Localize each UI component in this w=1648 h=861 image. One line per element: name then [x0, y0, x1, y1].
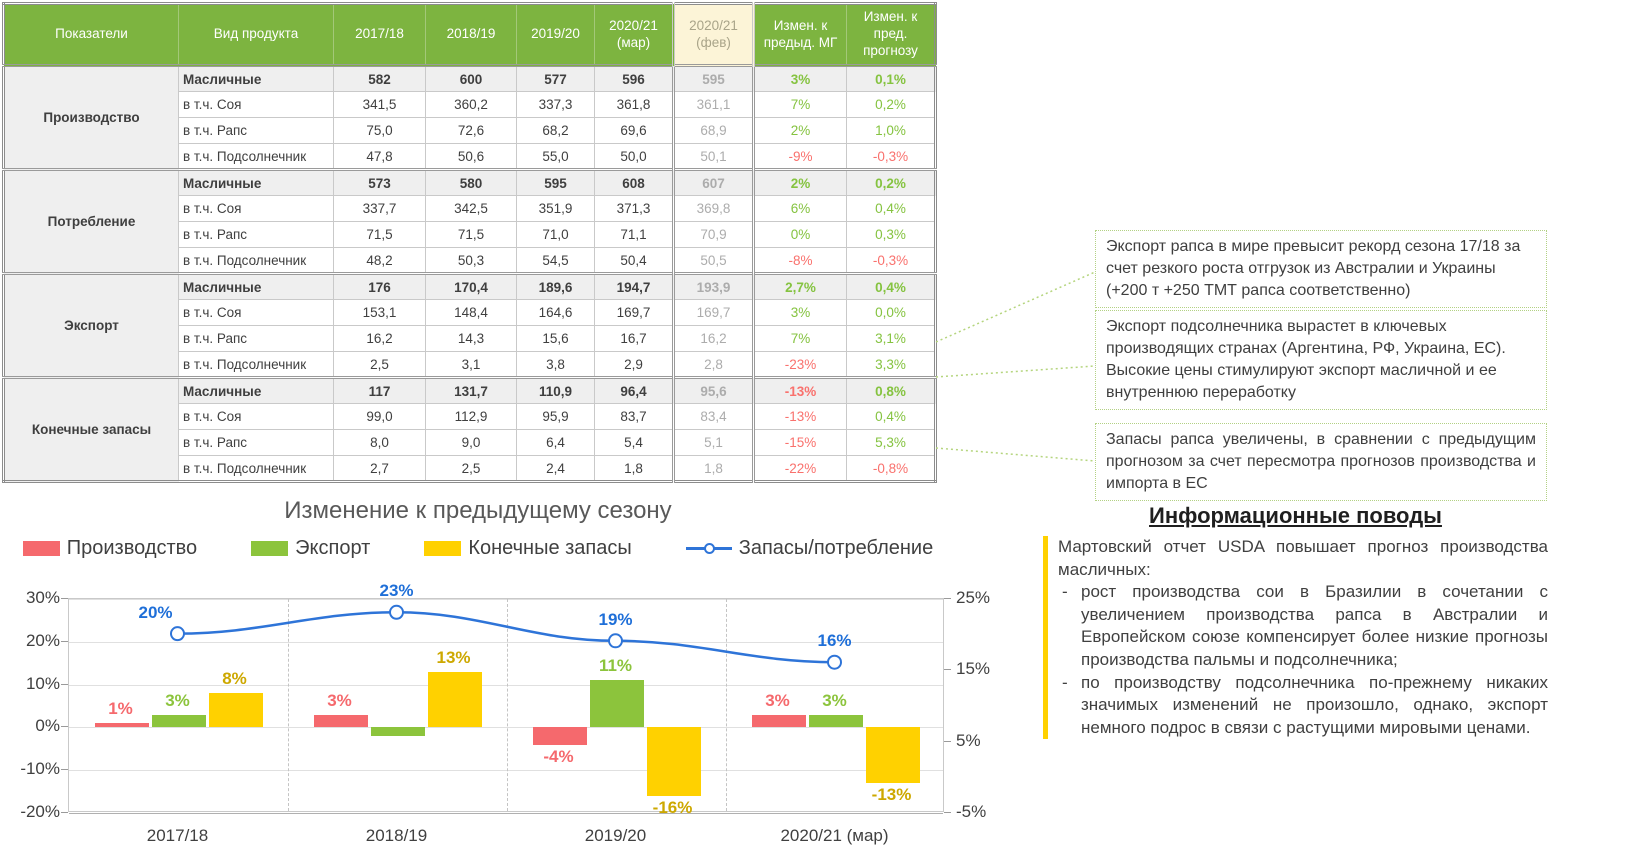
value-cell: 50,0 — [595, 144, 674, 170]
value-cell: 170,4 — [426, 274, 517, 300]
value-cell: 5,4 — [595, 430, 674, 456]
table-header-cell: 2020/21 (мар) — [595, 4, 674, 66]
gridline — [69, 727, 943, 728]
feb-forecast-cell: 169,7 — [674, 300, 754, 326]
x-axis-category-label: 2019/20 — [584, 826, 647, 845]
category-separator — [726, 599, 727, 811]
feb-forecast-cell: 5,1 — [674, 430, 754, 456]
change-forecast-cell: 0,4% — [847, 404, 936, 430]
left-axis-tick-label: 10% — [25, 673, 60, 693]
left-axis-tick-label: 30% — [25, 588, 60, 607]
value-cell: 112,9 — [426, 404, 517, 430]
value-cell: 341,5 — [334, 92, 426, 118]
product-cell: в т.ч. Соя — [179, 404, 334, 430]
callout-rapeseed-export: Экспорт рапса в мире превысит рекорд сезона 17/18 за счет резкого роста отгрузок из Австралии и Украины (+200 т +250 ТМТ рапса соответственно) — [1095, 230, 1547, 308]
feb-forecast-cell: 607 — [674, 170, 754, 196]
gridline — [69, 770, 943, 771]
change-forecast-cell: 0,1% — [847, 66, 936, 92]
change-forecast-cell: 3,1% — [847, 326, 936, 352]
table-header-cell: 2017/18 — [334, 4, 426, 66]
value-cell: 71,1 — [595, 222, 674, 248]
bar-data-label: -4% — [543, 746, 574, 766]
callout-rapeseed-stocks: Запасы рапса увеличены, в сравнении с предыдущим прогнозом за счет пересмотра прогнозов производства и импорта в ЕС — [1095, 423, 1547, 501]
bar-data-label: 3% — [327, 690, 352, 710]
value-cell: 71,5 — [426, 222, 517, 248]
value-cell: 3,8 — [517, 352, 595, 378]
change-forecast-cell: 0,2% — [847, 170, 936, 196]
value-cell: 71,5 — [334, 222, 426, 248]
value-cell: 596 — [595, 66, 674, 92]
legend-color-swatch — [424, 541, 461, 556]
table-header — [4, 4, 936, 66]
left-axis-tick — [61, 726, 68, 727]
change-forecast-cell: 0,4% — [847, 196, 936, 222]
change-forecast-cell: 0,4% — [847, 274, 936, 300]
bar-production — [95, 723, 149, 727]
value-cell: 68,2 — [517, 118, 595, 144]
table-header-cell: 2019/20 — [517, 4, 595, 66]
bar-ending-stocks — [647, 727, 701, 795]
feb-forecast-cell: 95,6 — [674, 378, 754, 404]
left-axis-tick — [61, 598, 68, 599]
change-yoy-cell: -22% — [754, 456, 847, 482]
indicator-group-label: Потребление — [4, 170, 179, 274]
bar-production — [752, 715, 806, 728]
feb-forecast-cell: 16,2 — [674, 326, 754, 352]
value-cell: 131,7 — [426, 378, 517, 404]
product-cell: Масличные — [179, 274, 334, 300]
value-cell: 577 — [517, 66, 595, 92]
line-data-label: 23% — [379, 581, 414, 601]
change-forecast-cell: 3,3% — [847, 352, 936, 378]
product-cell: в т.ч. Подсолнечник — [179, 144, 334, 170]
product-cell: в т.ч. Подсолнечник — [179, 456, 334, 482]
value-cell: 153,1 — [334, 300, 426, 326]
value-cell: 71,0 — [517, 222, 595, 248]
bar-production — [314, 715, 368, 728]
change-yoy-cell: 7% — [754, 326, 847, 352]
product-cell: в т.ч. Рапс — [179, 430, 334, 456]
bar-production — [533, 727, 587, 744]
product-cell: в т.ч. Рапс — [179, 118, 334, 144]
value-cell: 47,8 — [334, 144, 426, 170]
value-cell: 69,6 — [595, 118, 674, 144]
table-header-cell: Показатели — [4, 4, 179, 66]
value-cell: 371,3 — [595, 196, 674, 222]
value-cell: 15,6 — [517, 326, 595, 352]
product-cell: в т.ч. Подсолнечник — [179, 352, 334, 378]
change-yoy-cell: 2% — [754, 118, 847, 144]
line-data-label: 19% — [598, 609, 633, 629]
change-yoy-cell: -23% — [754, 352, 847, 378]
value-cell: 2,5 — [334, 352, 426, 378]
table-header-cell: Вид продукта — [179, 4, 334, 66]
line-data-label: 20% — [138, 602, 173, 622]
value-cell: 2,7 — [334, 456, 426, 482]
left-axis-tick — [61, 641, 68, 642]
left-axis-tick — [61, 684, 68, 685]
value-cell: 194,7 — [595, 274, 674, 300]
value-cell: 600 — [426, 66, 517, 92]
right-axis-tick-label: 15% — [956, 659, 991, 679]
right-axis-tick-label: 5% — [956, 730, 981, 750]
left-axis-tick-label: -20% — [20, 802, 60, 821]
x-axis-category-label: 2018/19 — [365, 826, 428, 845]
product-cell: в т.ч. Соя — [179, 196, 334, 222]
bar-ending-stocks — [866, 727, 920, 783]
feb-forecast-cell: 361,1 — [674, 92, 754, 118]
usda-table — [2, 2, 937, 483]
value-cell: 2,5 — [426, 456, 517, 482]
info-intro: Мартовский отчет USDA повышает прогноз производства масличных: — [1058, 537, 1548, 579]
bar-data-label: 11% — [598, 656, 633, 676]
feb-forecast-cell: 50,1 — [674, 144, 754, 170]
info-title: Информационные поводы — [1149, 503, 1442, 528]
gridline — [69, 599, 943, 600]
change-yoy-cell: 6% — [754, 196, 847, 222]
value-cell: 83,7 — [595, 404, 674, 430]
bar-data-label: 3% — [165, 690, 190, 710]
change-yoy-cell: -13% — [754, 378, 847, 404]
usda-table-wrap — [2, 2, 937, 483]
table-row — [4, 66, 936, 92]
bar-ending-stocks — [428, 672, 482, 728]
change-yoy-cell: 0% — [754, 222, 847, 248]
legend-color-swatch — [251, 541, 288, 556]
bar-data-label: 1% — [108, 699, 133, 719]
right-axis-tick — [944, 669, 951, 670]
value-cell: 176 — [334, 274, 426, 300]
info-bullet-2-text: по производству подсолнечника по-прежнему никаких значимых изменений не произошло, однако, экспорт немного подрос в связи с растущими мировыми ценами. — [1081, 672, 1548, 737]
value-cell: 75,0 — [334, 118, 426, 144]
table-body — [4, 66, 936, 482]
value-cell: 148,4 — [426, 300, 517, 326]
feb-forecast-cell: 1,8 — [674, 456, 754, 482]
change-forecast-cell: 0,3% — [847, 222, 936, 248]
callout-sunflower-export: Экспорт подсолнечника вырастет в ключевых производящих странах (Аргентина, РФ, Украина, ЕС). Высокие цены стимулируют экспорт масличной и ее внутреннюю переработку — [1095, 310, 1547, 410]
value-cell: 96,4 — [595, 378, 674, 404]
gridline — [69, 813, 943, 814]
chart-legend — [0, 537, 956, 560]
change-forecast-cell: 1,0% — [847, 118, 936, 144]
value-cell: 54,5 — [517, 248, 595, 274]
info-body — [1043, 536, 1548, 739]
legend-item — [23, 537, 197, 560]
product-cell: Масличные — [179, 170, 334, 196]
feb-forecast-cell: 595 — [674, 66, 754, 92]
bar-export — [590, 680, 644, 727]
value-cell: 2,4 — [517, 456, 595, 482]
change-yoy-cell: -15% — [754, 430, 847, 456]
feb-forecast-cell: 68,9 — [674, 118, 754, 144]
legend-item — [424, 537, 631, 560]
feb-forecast-cell: 70,9 — [674, 222, 754, 248]
left-axis-tick-label: 20% — [25, 630, 60, 650]
feb-forecast-cell: 50,5 — [674, 248, 754, 274]
right-axis-tick-label: 25% — [956, 588, 991, 607]
line-data-label: 16% — [817, 631, 852, 651]
bar-data-label: 8% — [222, 669, 247, 689]
value-cell: 351,9 — [517, 196, 595, 222]
value-cell: 72,6 — [426, 118, 517, 144]
value-cell: 95,9 — [517, 404, 595, 430]
feb-forecast-cell: 193,9 — [674, 274, 754, 300]
product-cell: Масличные — [179, 66, 334, 92]
value-cell: 1,8 — [595, 456, 674, 482]
value-cell: 342,5 — [426, 196, 517, 222]
left-axis-tick-label: 0% — [35, 716, 60, 736]
change-forecast-cell: 0,8% — [847, 378, 936, 404]
legend-label: Экспорт — [295, 537, 371, 559]
bar-data-label: -13% — [871, 785, 912, 805]
chart-title: Изменение к предыдущему сезону — [284, 497, 672, 524]
value-cell: 169,7 — [595, 300, 674, 326]
value-cell: 360,2 — [426, 92, 517, 118]
change-yoy-cell: 7% — [754, 92, 847, 118]
bar-data-label: -16% — [652, 797, 693, 817]
change-yoy-cell: 2% — [754, 170, 847, 196]
value-cell: 608 — [595, 170, 674, 196]
x-axis-category-label: 2020/21 (мар) — [780, 826, 889, 845]
right-axis-tick-label: -5% — [956, 802, 987, 821]
left-axis-tick — [61, 812, 68, 813]
table-row — [4, 274, 936, 300]
bullet-dash: - — [1062, 672, 1068, 692]
product-cell: в т.ч. Подсолнечник — [179, 248, 334, 274]
table-header-cell: 2018/19 — [426, 4, 517, 66]
value-cell: 16,2 — [334, 326, 426, 352]
bar-export — [809, 715, 863, 728]
legend-color-swatch — [23, 541, 60, 556]
legend-item — [251, 537, 370, 560]
indicator-group-label: Производство — [4, 66, 179, 170]
bar-data-label: 3% — [822, 690, 847, 710]
bar-export — [371, 727, 425, 736]
bar-data-label: 13% — [436, 647, 471, 667]
value-cell: 99,0 — [334, 404, 426, 430]
change-yoy-cell: -8% — [754, 248, 847, 274]
feb-forecast-cell: 83,4 — [674, 404, 754, 430]
product-cell: в т.ч. Соя — [179, 92, 334, 118]
legend-label: Конечные запасы — [468, 537, 632, 559]
value-cell: 337,3 — [517, 92, 595, 118]
feb-forecast-cell: 2,8 — [674, 352, 754, 378]
table-header-cell: Измен. к пред. прогнозу — [847, 4, 936, 66]
value-cell: 582 — [334, 66, 426, 92]
info-bullet-1-text: рост производства сои в Бразилии в сочетании с увеличением производства рапса в Австралии и Европейском союзе компенсирует более низкие прогнозы производства пальмы и подсолнечника; — [1081, 582, 1548, 670]
change-forecast-cell: -0,3% — [847, 248, 936, 274]
bullet-dash: - — [1062, 582, 1068, 602]
table-row — [4, 378, 936, 404]
value-cell: 595 — [517, 170, 595, 196]
value-cell: 2,9 — [595, 352, 674, 378]
value-cell: 50,3 — [426, 248, 517, 274]
change-forecast-cell: 5,3% — [847, 430, 936, 456]
table-header-cell: Измен. к предыд. МГ — [754, 4, 847, 66]
legend-item — [686, 537, 933, 560]
info-bullet-2 — [1058, 672, 1548, 740]
value-cell: 337,7 — [334, 196, 426, 222]
change-forecast-cell: 0,0% — [847, 300, 936, 326]
indicator-group-label: Экспорт — [4, 274, 179, 378]
right-axis-tick — [944, 741, 951, 742]
right-axis-tick — [944, 812, 951, 813]
value-cell: 48,2 — [334, 248, 426, 274]
value-cell: 16,7 — [595, 326, 674, 352]
change-yoy-cell: 2,7% — [754, 274, 847, 300]
bar-data-label: 3% — [765, 690, 790, 710]
table-row — [4, 170, 936, 196]
value-cell: 573 — [334, 170, 426, 196]
change-forecast-cell: 0,2% — [847, 92, 936, 118]
change-yoy-cell: 3% — [754, 300, 847, 326]
value-cell: 189,6 — [517, 274, 595, 300]
value-cell: 9,0 — [426, 430, 517, 456]
table-header-cell: 2020/21 (фев) — [674, 4, 754, 66]
info-bullet-1 — [1058, 581, 1548, 671]
feb-forecast-cell: 369,8 — [674, 196, 754, 222]
value-cell: 50,4 — [595, 248, 674, 274]
change-yoy-cell: -13% — [754, 404, 847, 430]
change-yoy-cell: 3% — [754, 66, 847, 92]
product-cell: Масличные — [179, 378, 334, 404]
change-forecast-cell: -0,8% — [847, 456, 936, 482]
indicator-group-label: Конечные запасы — [4, 378, 179, 482]
value-cell: 6,4 — [517, 430, 595, 456]
left-axis-tick — [61, 769, 68, 770]
value-cell: 14,3 — [426, 326, 517, 352]
product-cell: в т.ч. Рапс — [179, 326, 334, 352]
value-cell: 164,6 — [517, 300, 595, 326]
value-cell: 55,0 — [517, 144, 595, 170]
value-cell: 361,8 — [595, 92, 674, 118]
right-axis-tick — [944, 598, 951, 599]
info-section — [1043, 503, 1548, 739]
value-cell: 580 — [426, 170, 517, 196]
x-axis-category-label: 2017/18 — [146, 826, 209, 845]
value-cell: 110,9 — [517, 378, 595, 404]
category-separator — [507, 599, 508, 811]
value-cell: 50,6 — [426, 144, 517, 170]
change-yoy-cell: -9% — [754, 144, 847, 170]
product-cell: в т.ч. Соя — [179, 300, 334, 326]
legend-label: Запасы/потребление — [738, 537, 934, 559]
legend-line-marker — [686, 541, 732, 556]
value-cell: 3,1 — [426, 352, 517, 378]
season-change-chart — [0, 495, 1000, 861]
left-axis-tick-label: -10% — [20, 759, 60, 779]
change-forecast-cell: -0,3% — [847, 144, 936, 170]
value-cell: 117 — [334, 378, 426, 404]
legend-label: Производство — [66, 537, 198, 559]
category-separator — [288, 599, 289, 811]
value-cell: 8,0 — [334, 430, 426, 456]
product-cell: в т.ч. Рапс — [179, 222, 334, 248]
